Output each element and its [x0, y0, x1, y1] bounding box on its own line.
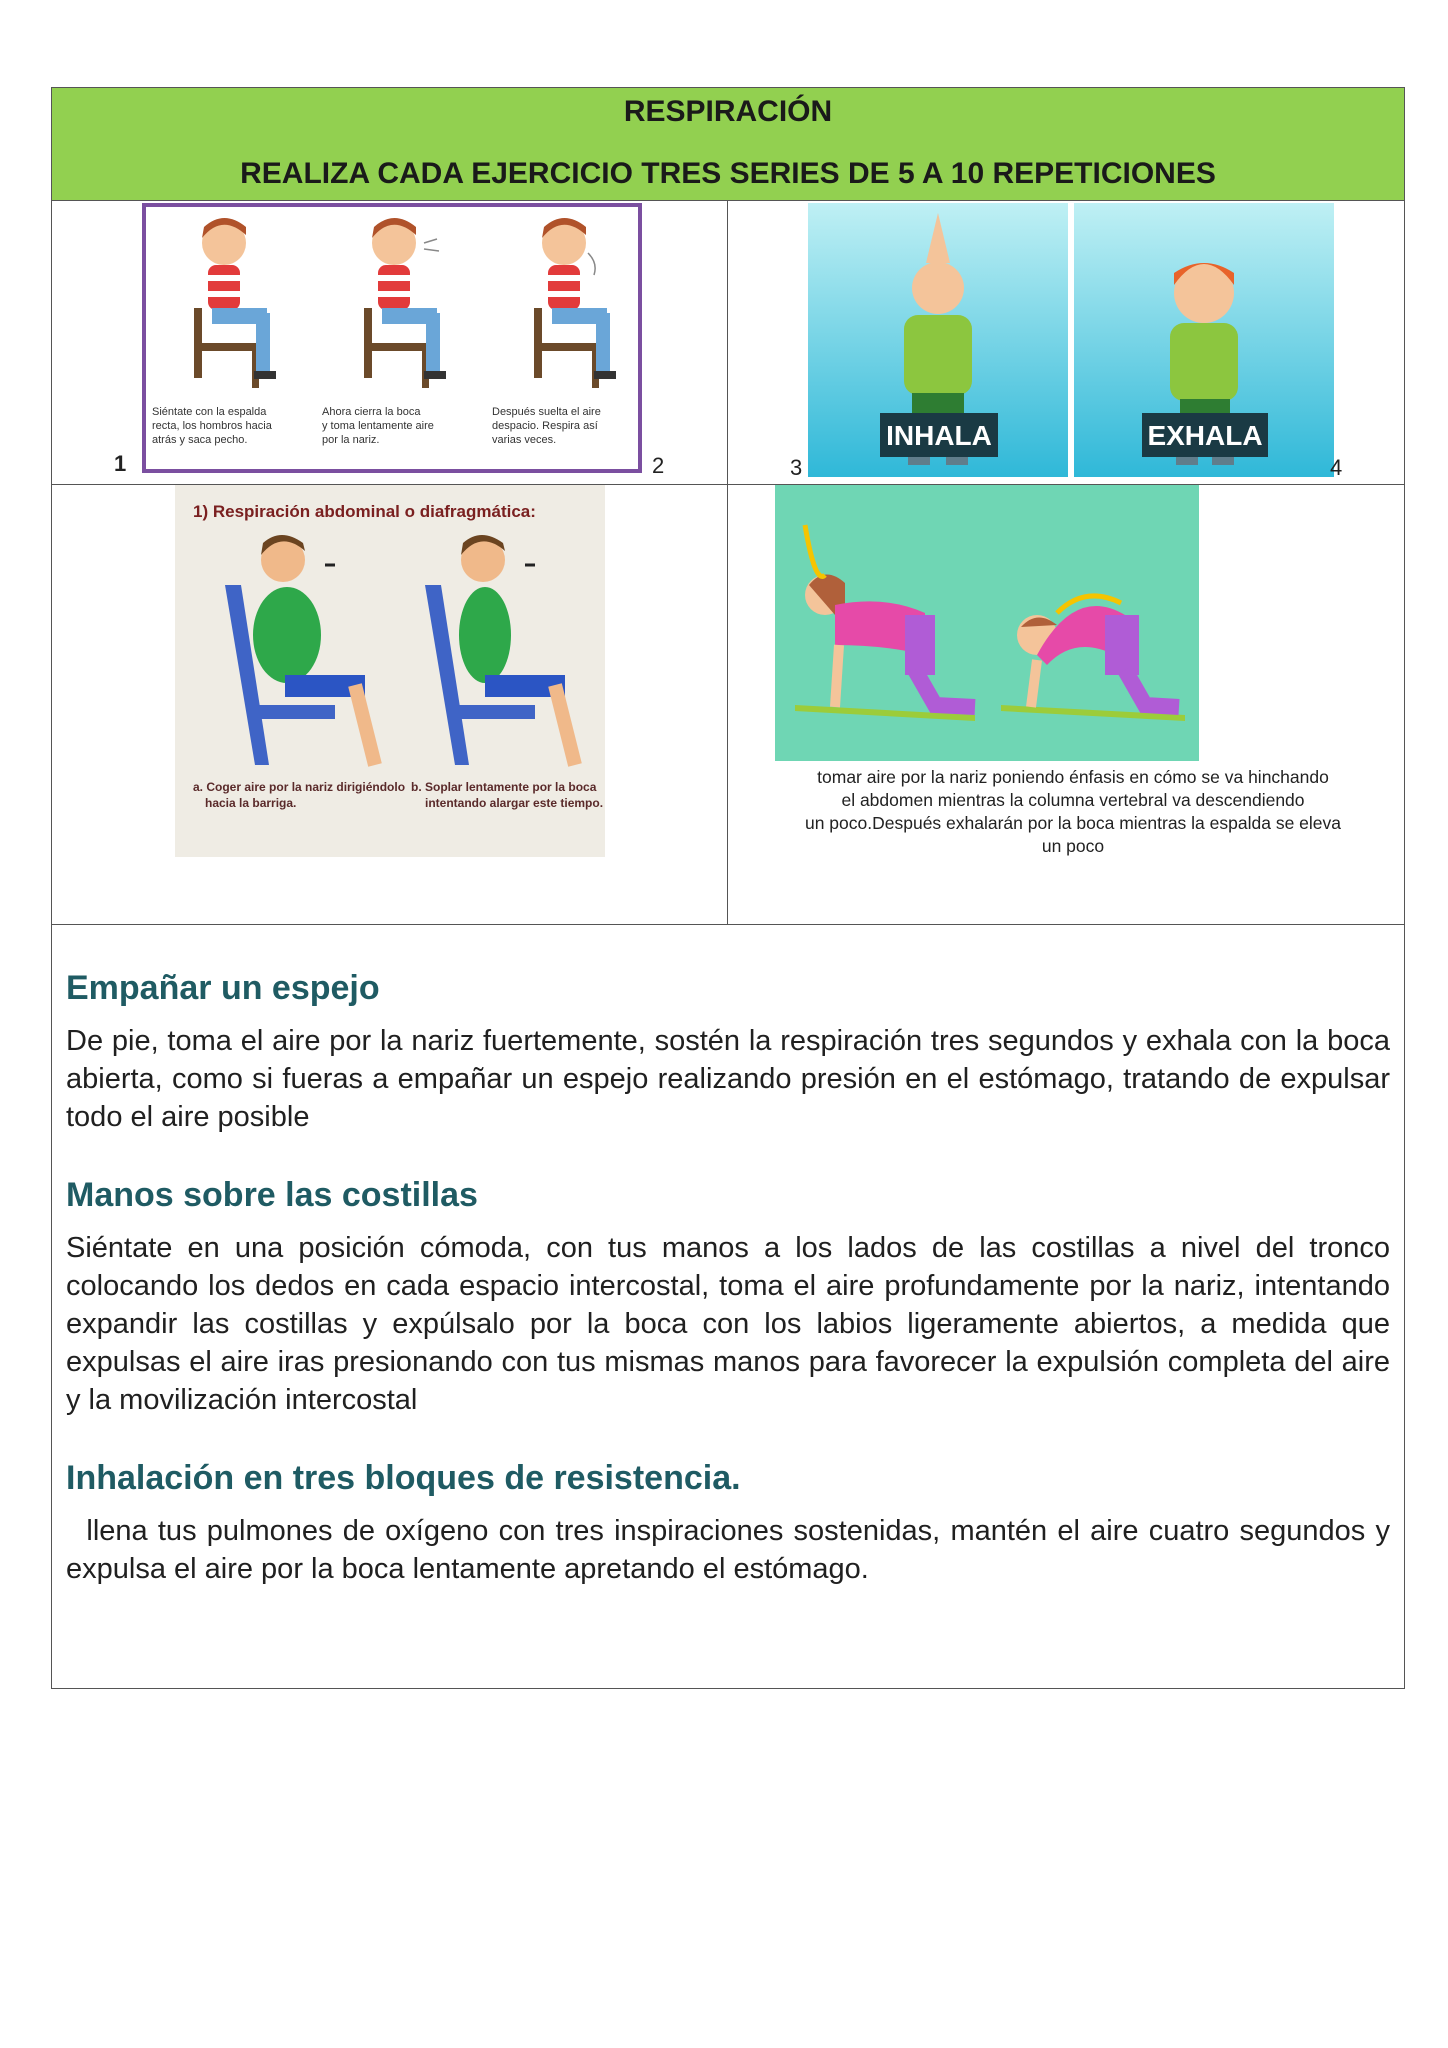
exercise-panel-2: [728, 201, 1404, 485]
cat-cow-stretch-illustration: [775, 485, 1199, 761]
cat-cow-caption: [758, 766, 1388, 858]
caption-b-line: b. Soplar lentamente por la boca: [411, 780, 597, 794]
section-body: llena tus pulmones de oxígeno con tres inspiraciones sostenidas, mantén el aire cuatro segundos y expulsa el aire por la boca lentamente apretando el estómago.: [66, 1515, 1399, 1585]
step2-caption-line: y toma lentamente aire: [322, 420, 434, 432]
section-heading: Inhalación en tres bloques de resistencia.: [66, 1459, 741, 1497]
page-subtitle: REALIZA CADA EJERCICIO TRES SERIES DE 5 A 10 REPETICIONES: [240, 157, 1216, 190]
inhala-label: INHALA: [886, 420, 992, 451]
panel-number: 2: [652, 453, 665, 478]
section-heading: Manos sobre las costillas: [66, 1176, 478, 1214]
seated-breathing-illustration: [142, 203, 642, 479]
exhala-label: EXHALA: [1147, 420, 1263, 451]
panel-number: 4: [1330, 455, 1343, 480]
step3-caption-line: Después suelta el aire: [492, 406, 601, 418]
panel-number: 3: [790, 455, 803, 480]
section-body: De pie, toma el aire por la nariz fuertemente, sostén la respiración tres segundos y exhala con la boca abierta, como si fueras a empañar un espejo realizando presión en el estómago, tratando de expulsar todo el aire posible: [66, 1025, 1390, 1133]
exercise-panel-1: [52, 201, 728, 485]
caption-a-line: a. Coger aire por la nariz dirigiéndolo: [193, 780, 406, 794]
worksheet: [51, 87, 1405, 1689]
caption-line: un poco.Después exhalarán por la boca mientras la espalda se eleva: [804, 813, 1342, 833]
caption-line: el abdomen mientras la columna vertebral va descendiendo: [841, 790, 1305, 810]
diaphragmatic-breathing-illustration: [175, 485, 605, 857]
worksheet-header: [52, 88, 1404, 201]
step2-caption-line: Ahora cierra la boca: [322, 406, 421, 418]
caption-line: un poco: [1041, 836, 1105, 856]
section-heading: Empañar un espejo: [66, 969, 380, 1007]
page-title: RESPIRACIÓN: [623, 95, 833, 128]
panel-number: 1: [114, 451, 127, 476]
exercise-panel-3: [52, 485, 728, 925]
step2-caption-line: por la nariz.: [322, 434, 380, 446]
step1-caption-line: atrás y saca pecho.: [152, 434, 248, 446]
caption-b-line: intentando alargar este tiempo.: [425, 796, 604, 810]
caption-a-line: hacia la barriga.: [205, 796, 297, 810]
caption-line: tomar aire por la nariz poniendo énfasis en cómo se va hinchando: [817, 767, 1329, 787]
diaphragmatic-title: 1) Respiración abdominal o diafragmática:: [193, 502, 536, 521]
step1-caption-line: Siéntate con la espalda: [152, 406, 267, 418]
exercise-panel-4: [728, 485, 1404, 925]
section-body: Siéntate en una posición cómoda, con tus manos a los lados de las costillas a nivel del tronco colocando los dedos en cada espacio intercostal, toma el aire profundamente por la nariz, intentando expandir las costillas y expúlsalo por la boca con los labios ligeramente abiertos, a medida que expulsas el aire iras presionando con tus mismas manos para favorecer la expulsión completa del aire y la movilización intercostal: [66, 1232, 1390, 1416]
inhale-exhale-illustration: [808, 203, 1334, 477]
exercise-descriptions: [52, 925, 1404, 1688]
exercise-grid: [52, 201, 1404, 925]
step1-caption-line: recta, los hombros hacia: [152, 420, 272, 432]
step3-caption-line: despacio. Respira así: [492, 420, 598, 432]
step3-caption-line: varias veces.: [492, 434, 557, 446]
